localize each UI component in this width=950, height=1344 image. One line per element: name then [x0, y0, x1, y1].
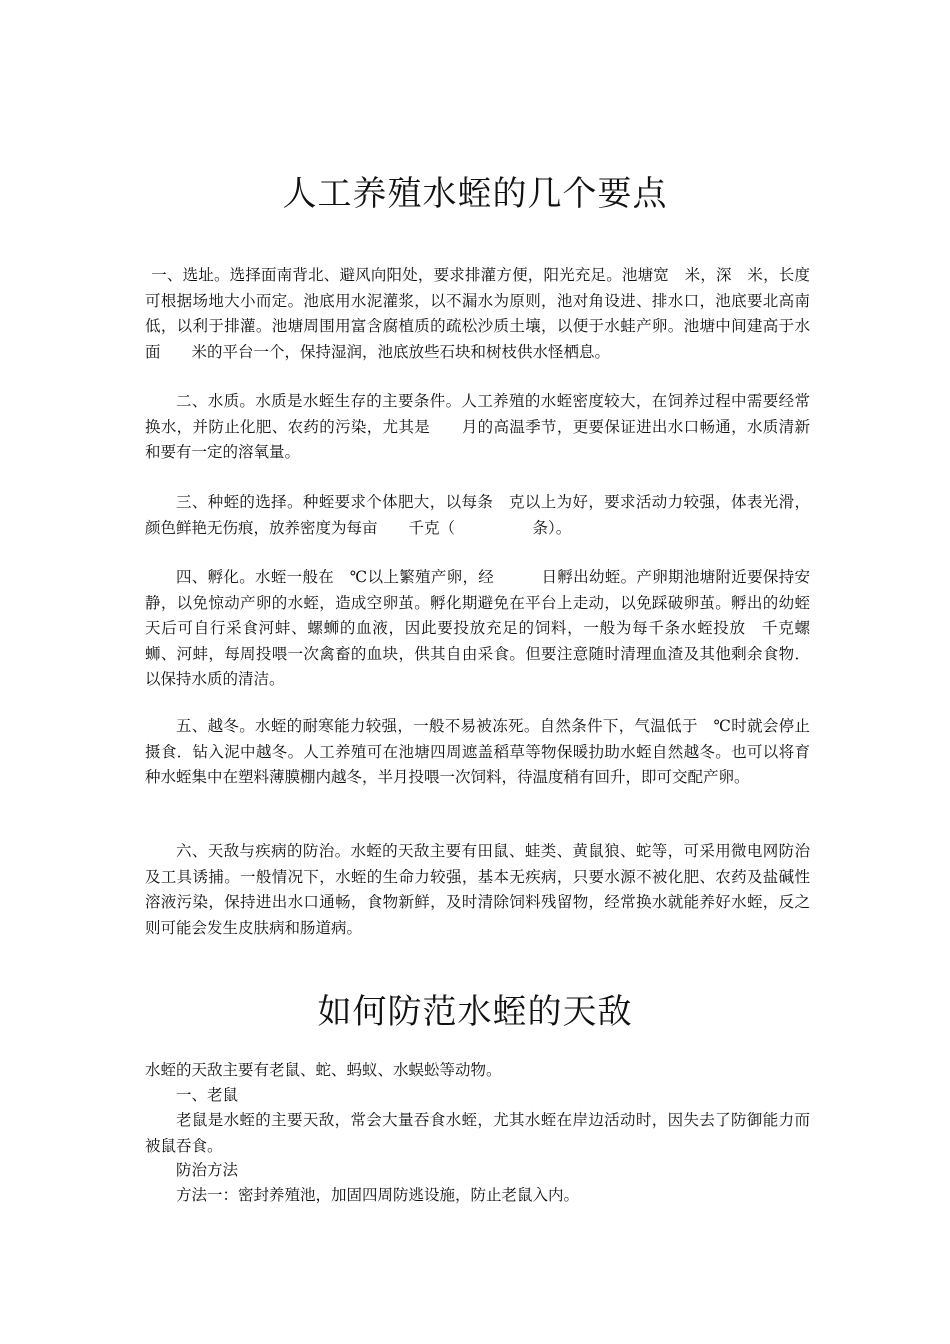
- paragraph-predators-disease: 六、天敌与疾病的防治。水蛭的天敌主要有田鼠、蛙类、黄鼠狼、蛇等，可采用微电网防治及工具诱捕。一般情况下，水蛭的生命力较强，基本无疾病，只要水源不被化肥、农药及盐碱性溶液污染，保持进出水口通畅，食物新鲜，及时清除饲料残留物，经常换水就能养好水蛭，反之则可能会发生皮肤病和肠道病。: [145, 842, 810, 937]
- prevention-method-1: 方法一：密封养殖池，加固四周防逃设施，防止老鼠入内。: [176, 1186, 580, 1204]
- section-1-title: 人工养殖水蛭的几个要点: [282, 174, 668, 214]
- paragraph-breeder-selection: 三、种蛭的选择。种蛭要求个体肥大，以每条 克以上为好，要求活动力较强，体表光滑，颜色鲜艳无伤痕，放养密度为每亩 千克（ 条）。: [145, 493, 810, 537]
- section-2-intro: 水蛭的天敌主要有老鼠、蛇、蚂蚁、水蜈蚣等动物。: [145, 1061, 502, 1079]
- prevention-heading: 防治方法: [176, 1161, 239, 1179]
- section-2-title: 如何防范水蛭的天敌: [317, 992, 633, 1032]
- subheading-rats: 一、老鼠: [176, 1086, 239, 1104]
- paragraph-site-selection: 一、选址。选择面南背北、避风向阳处，要求排灌方便，阳光充足。池塘宽 米，深 米，长度可根据场地大小而定。池底用水泥灌浆，以不漏水为原则，池对角设进、排水口，池底要北高南低，以利于排灌。池塘周围用富含腐植质的疏松沙质土壤，以便于水蛙产卵。池塘中间建高于水面 米的平台一个，保持湿润，池底放些石块和树枝供水怪栖息。: [145, 266, 810, 361]
- paragraph-water-quality: 二、水质。水质是水蛭生存的主要条件。人工养殖的水蛭密度较大，在饲养过程中需要经常换水，并防止化肥、农药的污染，尤其是 月的高温季节，更要保证进出水口畅通，水质清新和要有一定的溶氧量。: [145, 392, 810, 461]
- paragraph-rats: 老鼠是水蛭的主要天敌，常会大量吞食水蛭，尤其水蛭在岸边活动时，因失去了防御能力而被鼠吞食。: [145, 1111, 810, 1155]
- paragraph-hatching: 四、孵化。水蛭一般在 ℃以上繁殖产卵，经 日孵出幼蛭。产卵期池塘附近要保持安静，以免惊动产卵的水蛭，造成空卵茧。孵化期避免在平台上走动，以免踩破卵茧。孵出的幼蛭 天后可自行采食河蚌、螺蛳的血液，因此要投放充足的饲料，一般为每千条水蛭投放 千克螺蛳、河蚌，每周投喂一次禽畜的血块，供其自由采食。但要注意随时清理血渣及其他剩余食物．以保持水质的清洁。: [145, 568, 826, 688]
- paragraph-overwintering: 五、越冬。水蛭的耐寒能力较强，一般不易被冻死。自然条件下，气温低于 ℃时就会停止摄食．钻入泥中越冬。人工养殖可在池塘四周遮盖稻草等物保暖扐助水蛭自然越冬。也可以将育种水蛭集中在塑料薄膜棚内越冬，半月投喂一次饲料，待温度稍有回升，即可交配产卵。: [145, 717, 810, 786]
